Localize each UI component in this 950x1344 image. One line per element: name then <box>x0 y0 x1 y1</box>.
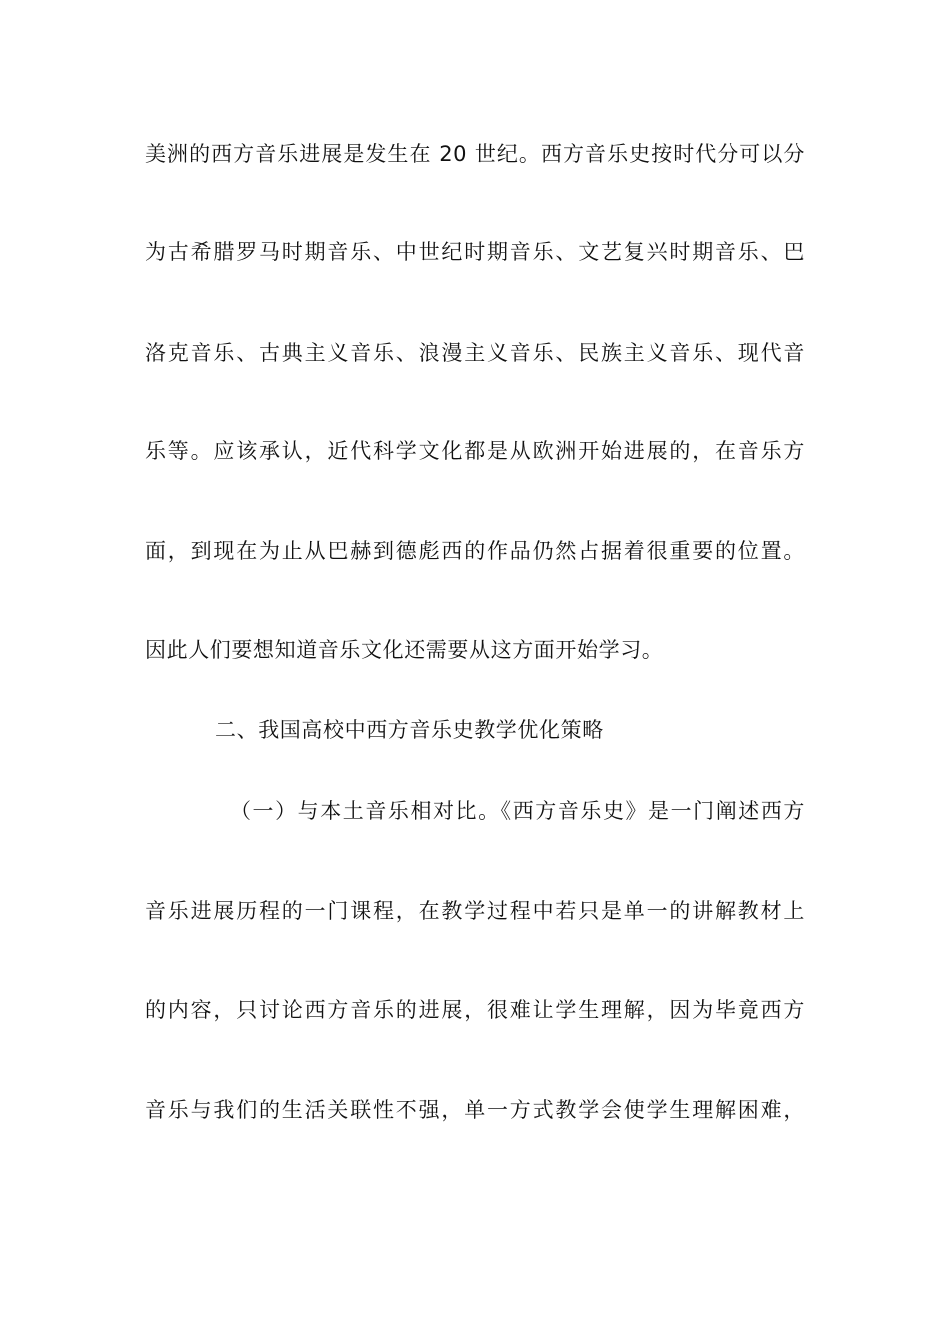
paragraph-1-line-1: 美洲的西方音乐进展是发生在 20 世纪。西方音乐史按时代分可以分 <box>145 142 805 166</box>
paragraph-1-line-3: 洛克音乐、古典主义音乐、浪漫主义音乐、民族主义音乐、现代音 <box>145 341 805 365</box>
paragraph-1-line-4: 乐等。应该承认，近代科学文化都是从欧洲开始进展的，在音乐方 <box>145 439 805 463</box>
paragraph-2-line-3: 的内容，只讨论西方音乐的进展，很难让学生理解，因为毕竟西方 <box>145 998 805 1022</box>
paragraph-1-line-6: 因此人们要想知道音乐文化还需要从这方面开始学习。 <box>145 638 664 662</box>
paragraph-1-line-2: 为古希腊罗马时期音乐、中世纪时期音乐、文艺复兴时期音乐、巴 <box>145 240 805 264</box>
paragraph-1-line-5: 面，到现在为止从巴赫到德彪西的作品仍然占据着很重要的位置。 <box>145 539 805 563</box>
section-heading: 二、我国高校中西方音乐史教学优化策略 <box>215 718 604 742</box>
paragraph-2-line-1: （一）与本土音乐相对比。《西方音乐史》是一门阐述西方 <box>230 799 805 823</box>
paragraph-2-line-4: 音乐与我们的生活关联性不强，单一方式教学会使学生理解困难， <box>145 1098 805 1122</box>
paragraph-2-line-2: 音乐进展历程的一门课程，在教学过程中若只是单一的讲解教材上 <box>145 899 805 923</box>
